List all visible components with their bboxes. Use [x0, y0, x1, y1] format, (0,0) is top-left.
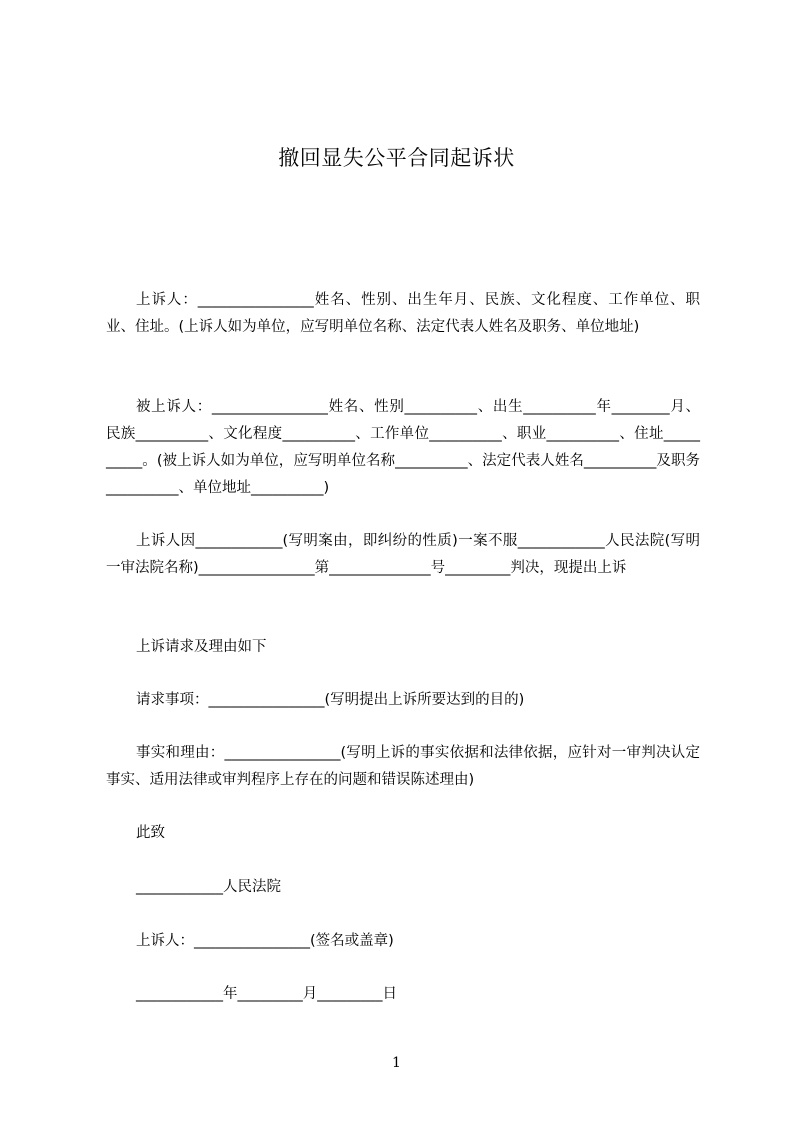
page-number: 1: [392, 1055, 401, 1071]
document-title: 撤回显失公平合同起诉状: [278, 146, 515, 170]
appellee-paragraph: 被上诉人：________________姓名、性别__________、出生__________年________月、民族__________、文化程度__________、工作单位__________、职业__________、住址__________。(被上诉人如为单位，应写明单位名称__________、法定代表人姓名__________及职务__________、单位地址__________): [106, 399, 700, 496]
facts-paragraph: 事实和理由：________________(写明上诉的事实依据和法律依据，应针对一审判决认定事实、适用法律或审判程序上存在的问题和错误陈述理由): [106, 745, 700, 788]
claims-intro: 上诉请求及理由如下: [136, 639, 267, 655]
cause-paragraph: 上诉人因____________(写明案由，即纠纷的性质)一案不服____________人民法院(写明一审法院名称)________________第______________号_________判决，现提出上诉: [106, 533, 700, 576]
date-line: ____________年_________月_________日: [136, 986, 397, 1002]
salutation: 此致: [136, 825, 165, 841]
request-line: 请求事项：________________(写明提出上诉所要达到的目的): [136, 692, 525, 708]
court-line: ____________人民法院: [136, 879, 281, 895]
appellant-paragraph: 上诉人：________________姓名、性别、出生年月、民族、文化程度、工作单位、职业、住址。(上诉人如为单位，应写明单位名称、法定代表人姓名及职务、单位地址): [106, 292, 700, 335]
signature-line: 上诉人：________________(签名或盖章): [136, 933, 394, 949]
